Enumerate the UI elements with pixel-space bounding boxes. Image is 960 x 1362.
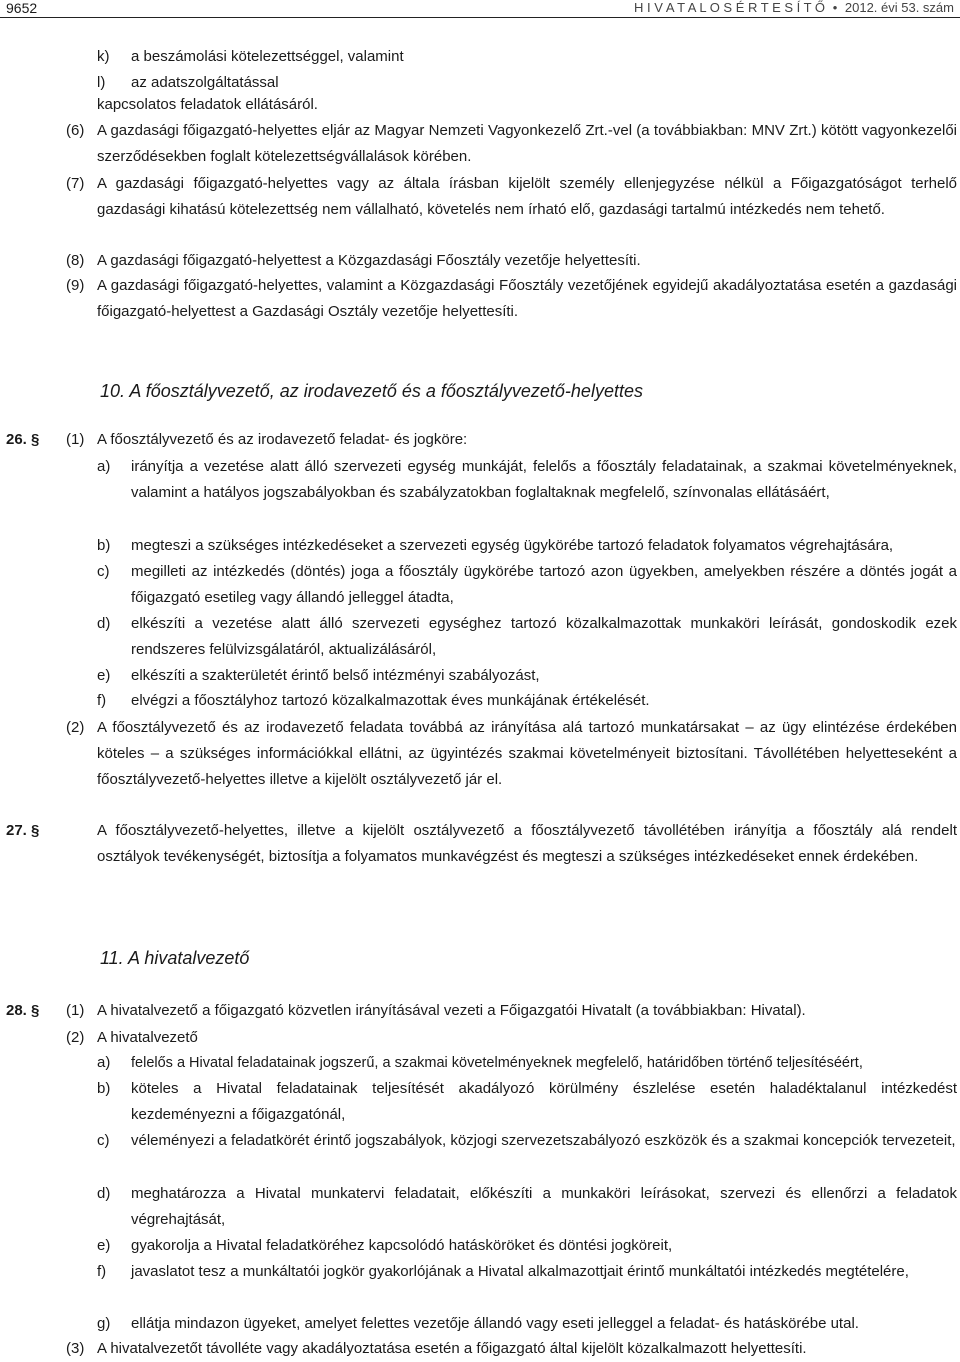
paragraph-number: (8): [66, 252, 85, 269]
item-label: k): [97, 48, 110, 65]
paragraph: A gazdasági főigazgató-helyettes vagy az általa írásban kijelölt személy ellenjegyzése nélkül a Főigazgatóságot terhelő gazdasági kihatású kötelezettség nem vállalható, követelés nem írható elő, gazdasági tartalmú intézkedés nem tehető.: [97, 175, 957, 218]
paragraph-number: (1): [66, 1002, 85, 1019]
list-item: meghatározza a Hivatal munkatervi feladatait, előkészíti a munkaköri leírásokat, szervezi és ellenőrzi a feladatok végrehajtását,: [131, 1185, 957, 1228]
paragraph: A hivatalvezető: [97, 1029, 198, 1046]
header-rule: [0, 17, 960, 18]
list-item: megilleti az intézkedés (döntés) joga a főosztály ügykörébe tartozó azon ügyekben, amelyekben részére a döntés jogát a főigazgató esetileg vagy állandó jelleggel átadta,: [131, 563, 957, 606]
section-number: 27. §: [6, 822, 40, 839]
item-label: a): [97, 458, 111, 475]
issue-number: 2012. évi 53. szám: [844, 0, 954, 15]
item-label: e): [97, 667, 111, 684]
page-number: 9652: [6, 0, 38, 16]
paragraph: A főosztályvezető és az irodavezető feladat- és jogköre:: [97, 431, 468, 448]
separator-dot: •: [832, 0, 838, 15]
item-label: f): [97, 692, 107, 709]
list-item: ellátja mindazon ügyeket, amelyet felettes vezetője állandó vagy eseti jelleggel a feladat- és hatáskörébe utal.: [131, 1315, 859, 1332]
paragraph-number: (6): [66, 122, 85, 139]
paragraph: A főosztályvezető és az irodavezető feladata továbbá az irányítása alá tartozó munkatársakat – az ügy elintézése érdekében köteles – a szükséges információkkal ellátni, az ügyintézés szakmai követelményeit biztosítani. Távollétében helyetteseként a főosztályvezető-helyettes illetve a kijelölt osztályvezető jár el.: [97, 719, 957, 788]
item-label: b): [97, 1080, 111, 1097]
paragraph-number: (3): [66, 1340, 85, 1357]
section-number: 28. §: [6, 1002, 40, 1019]
paragraph: A hivatalvezetőt távolléte vagy akadályoztatása esetén a főigazgató által kijelölt közalkalmazott helyettesíti.: [97, 1340, 807, 1357]
item-label: d): [97, 1185, 111, 1202]
list-tail: kapcsolatos feladatok ellátásáról.: [97, 96, 318, 113]
paragraph: A gazdasági főigazgató-helyettest a Közgazdasági Főosztály vezetője helyettesíti.: [97, 252, 641, 269]
paragraph: A gazdasági főigazgató-helyettes eljár az Magyar Nemzeti Vagyonkezelő Zrt.-vel (a továbbiakban: MNV Zrt.) kötött vagyonkezelői szerződésekben foglalt kötelezettségvállalások körében.: [97, 122, 957, 165]
section-heading: 10. A főosztályvezető, az irodavezető és a főosztályvezető-helyettes: [100, 381, 643, 401]
item-label: l): [97, 74, 106, 91]
paragraph-number: (9): [66, 277, 85, 294]
paragraph-number: (1): [66, 431, 85, 448]
list-item: elkészíti a szakterületét érintő belső intézményi szabályozást,: [131, 667, 540, 684]
item-text: a beszámolási kötelezettséggel, valamint: [131, 48, 404, 65]
item-label: g): [97, 1315, 111, 1332]
item-label: e): [97, 1237, 111, 1254]
list-item: irányítja a vezetése alatt álló szervezeti egység munkáját, felelős a főosztály feladatainak, a szakmai követelményeknek, valamint a hatályos jogszabályokban és szabályzatokban foglaltaknak megfelelő, színvonalas ellátásáért,: [131, 458, 957, 501]
page-header: [0, 0, 960, 16]
item-label: d): [97, 615, 111, 632]
paragraph-number: (7): [66, 175, 85, 192]
item-text: az adatszolgáltatással: [131, 74, 279, 91]
item-label: f): [97, 1263, 107, 1280]
list-item: köteles a Hivatal feladatainak teljesítését akadályozó körülmény észlelése esetén haladéktalanul intézkedést kezdeményezni a főigazgatónál,: [131, 1080, 957, 1123]
list-item: megteszi a szükséges intézkedéseket a szervezeti egység ügykörébe tartozó feladatok folyamatos végrehajtására,: [131, 537, 894, 554]
paragraph: A gazdasági főigazgató-helyettes, valamint a Közgazdasági Főosztály vezetőjének egyidejű akadályoztatása esetén a gazdasági főigazgató-helyettest a Gazdasági Osztály vezetője helyettesíti.: [97, 277, 957, 320]
list-item: felelős a Hivatal feladatainak jogszerű, a szakmai követelményeknek megfelelő, határidőben történő teljesítéséért,: [131, 1055, 863, 1071]
paragraph: A hivatalvezető a főigazgató közvetlen irányításával vezeti a Főigazgatói Hivatalt (a továbbiakban: Hivatal).: [97, 1002, 806, 1019]
section-number: 26. §: [6, 431, 40, 448]
list-item: elkészíti a vezetése alatt álló szervezeti egységhez tartozó közalkalmazottak munkaköri leírását, gondoskodik ezek rendszeres felülvizsgálatáról, aktualizálásáról,: [131, 615, 957, 658]
item-label: a): [97, 1054, 111, 1071]
paragraph-number: (2): [66, 719, 85, 736]
publication-title: H I V A T A L O S É R T E S Í T Ő: [634, 0, 826, 15]
item-label: c): [97, 563, 110, 580]
list-item: gyakorolja a Hivatal feladatköréhez kapcsolódó hatásköröket és döntési jogköreit,: [131, 1237, 673, 1254]
list-item: javaslatot tesz a munkáltatói jogkör gyakorlójának a Hivatal alkalmazottjait érintő munkáltatói intézkedés megtételére,: [131, 1263, 909, 1280]
list-item: véleményezi a feladatkörét érintő jogszabályok, közjogi szervezetszabályozó eszközök és a szakmai koncepciók tervezeteit,: [131, 1132, 956, 1149]
paragraph-number: (2): [66, 1029, 85, 1046]
section-heading: 11. A hivatalvezető: [100, 948, 250, 968]
item-label: b): [97, 537, 111, 554]
item-label: c): [97, 1132, 110, 1149]
paragraph: A főosztályvezető-helyettes, illetve a kijelölt osztályvezető a főosztályvezető távollétében irányítja a főosztály alá rendelt osztályok tevékenységét, biztosítja a folyamatos munkavégzést és megteszi a szükséges intézkedéseket ennek érdekében.: [97, 822, 957, 865]
list-item: elvégzi a főosztályhoz tartozó közalkalmazottak éves munkájának értékelését.: [131, 692, 650, 709]
